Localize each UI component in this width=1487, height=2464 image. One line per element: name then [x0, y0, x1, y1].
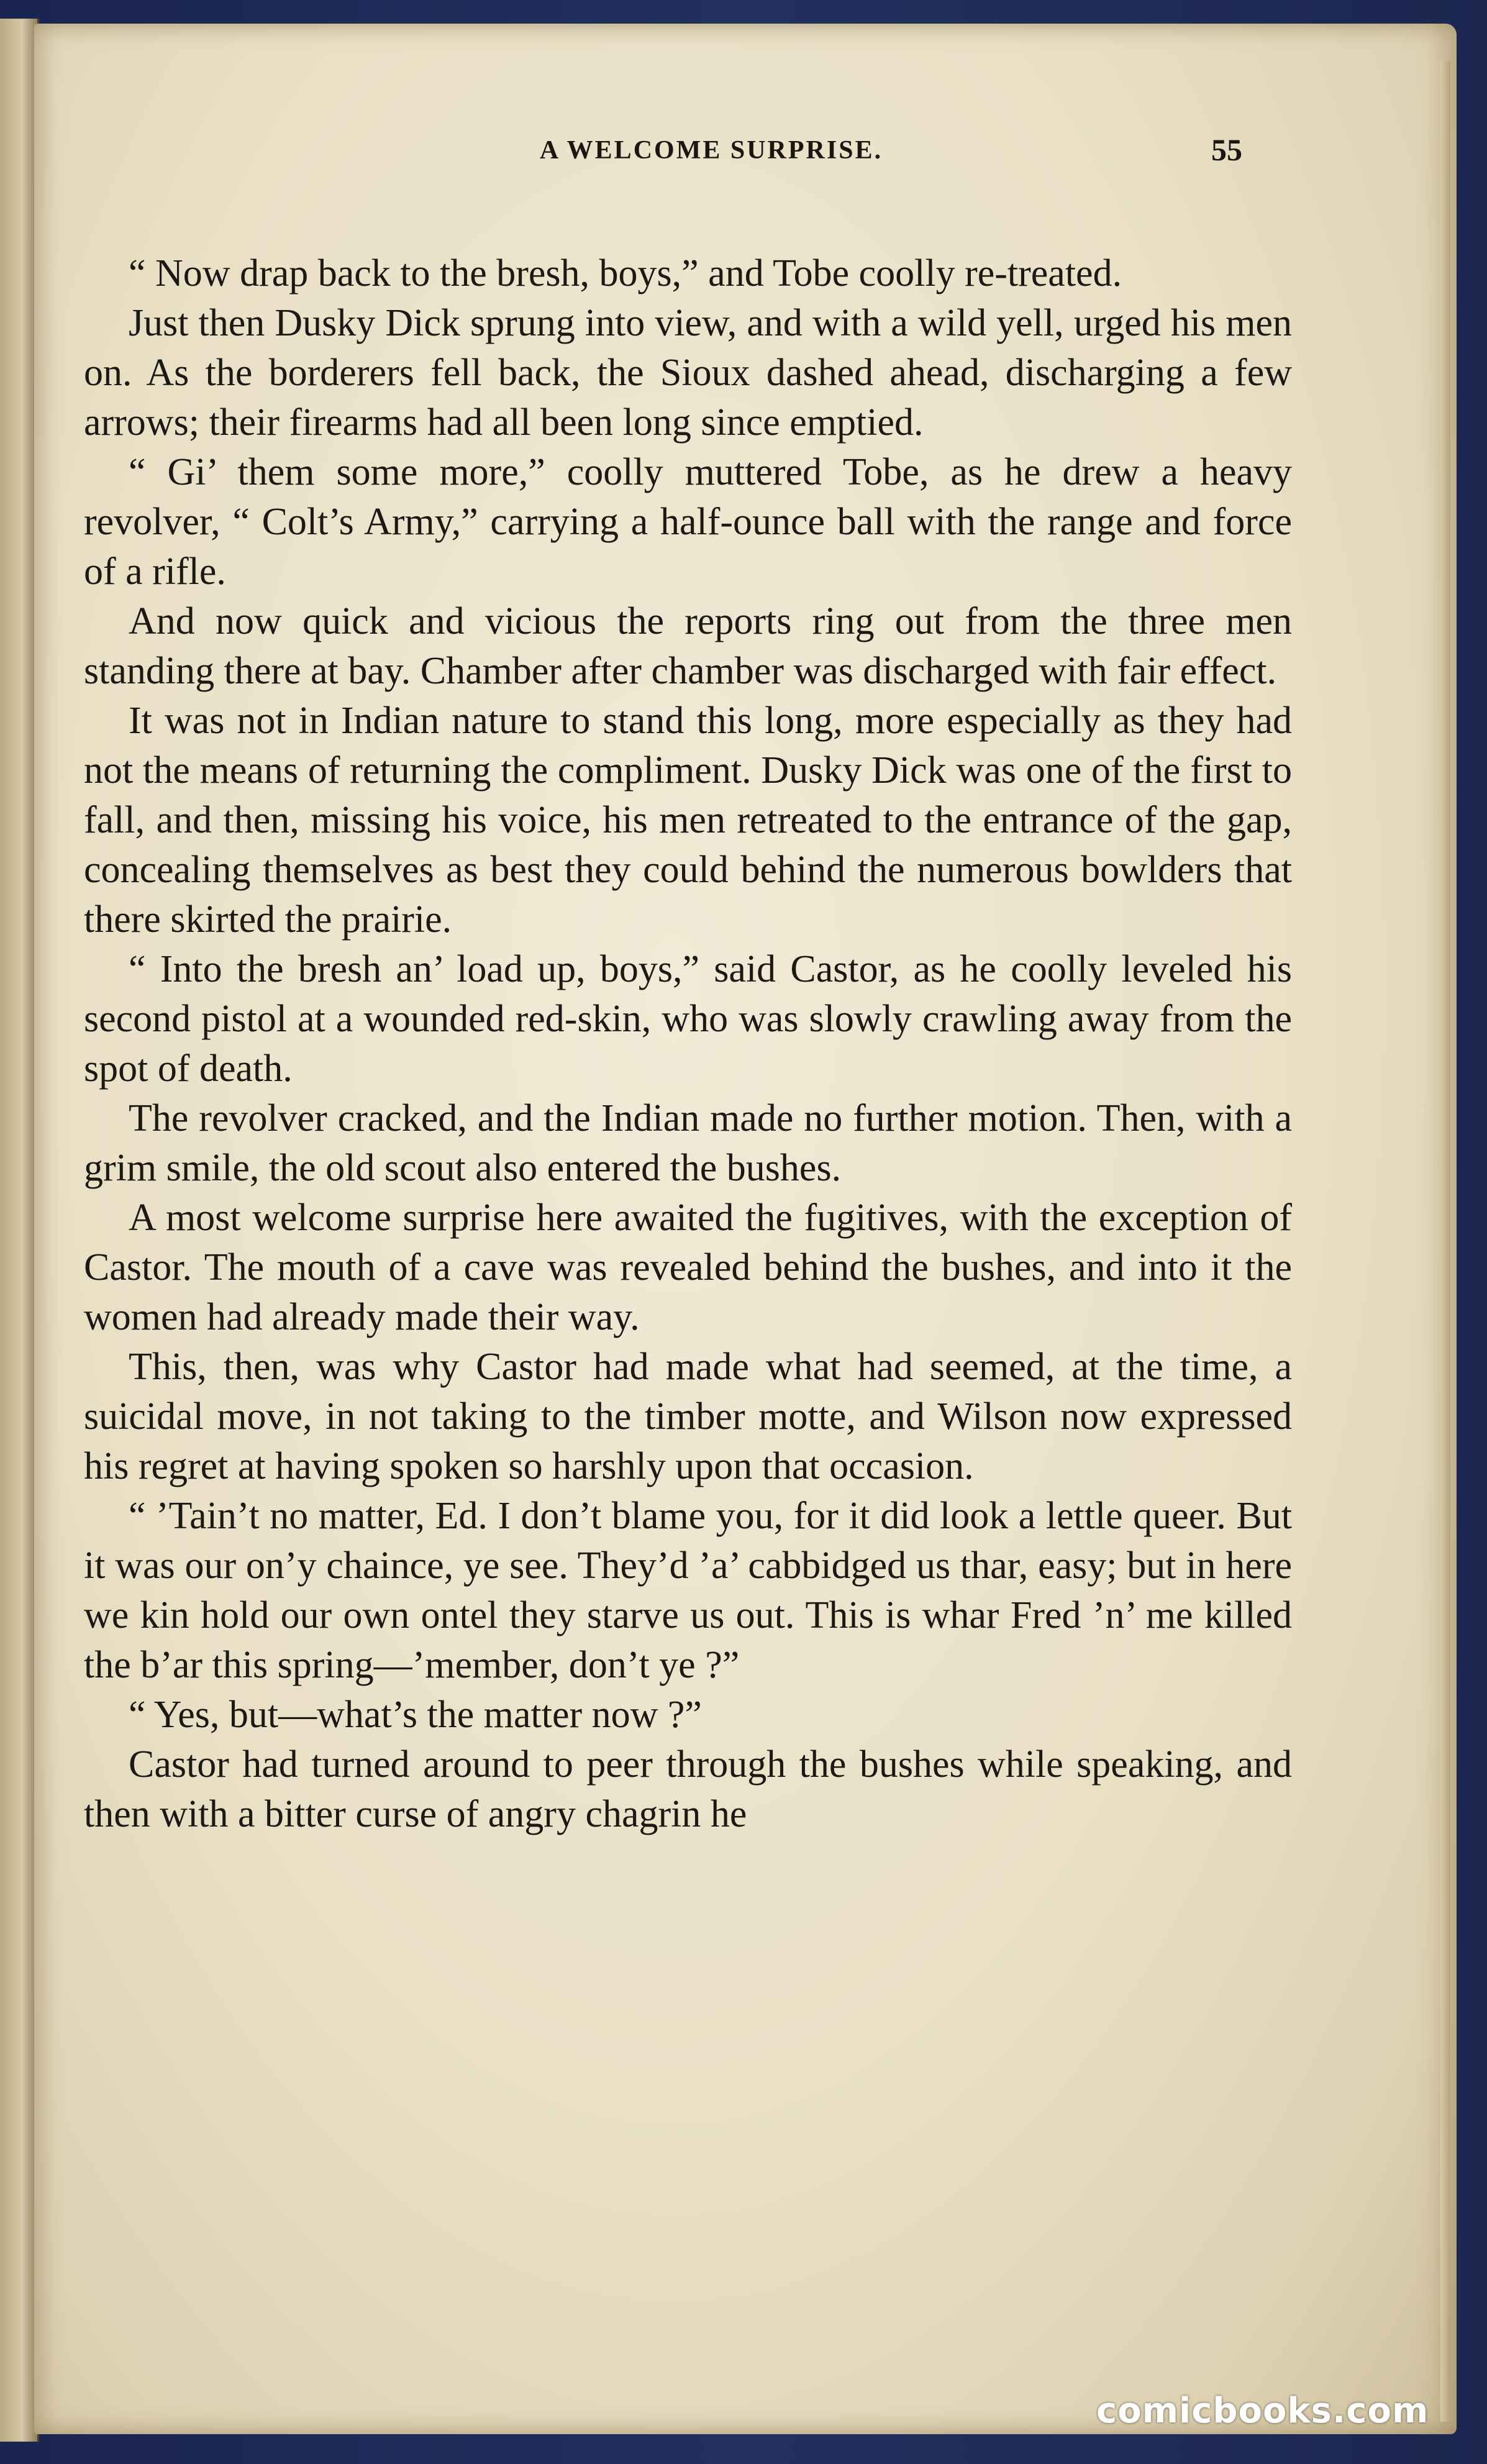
paragraph: And now quick and vicious the reports ring out from the three men standing there at bay. Chamber after chamber was discharged with fair effect. — [84, 600, 1292, 692]
paragraph: “ Gi’ them some more,” coolly muttered Tobe, as he drew a heavy revolver, “ Colt’s Army,” carrying a half-ounce ball with the range and force of a rifle. — [84, 451, 1292, 593]
paragraph: A most welcome surprise here awaited the fugitives, with the exception of Castor. The mouth of a cave was revealed behind the bushes, and into it the women had already made their way. — [84, 1197, 1292, 1338]
facing-page-edge — [0, 19, 39, 2442]
paragraph: This, then, was why Castor had made what had seemed, at the time, a suicidal move, in not taking to the timber motte, and Wilson now expressed his regret at having spoken so harshly upon that occasion. — [84, 1346, 1292, 1487]
paragraph: The revolver cracked, and the Indian made no further motion. Then, with a grim smile, the old scout also entered the bushes. — [84, 1097, 1292, 1189]
paragraph: Just then Dusky Dick sprung into view, and with a wild yell, urged his men on. As the borderers fell back, the Sioux dashed ahead, discharging a few arrows; their firearms had all been long since emptied. — [84, 302, 1292, 444]
running-head-title: A WELCOME SURPRISE. — [539, 136, 883, 165]
paragraph: “ Now drap back to the bresh, boys,” and Tobe coolly re-treated. — [129, 252, 1122, 294]
paragraph: Castor had turned around to peer through the bushes while speaking, and then with a bitter curse of angry chagrin he — [84, 1743, 1292, 1835]
paragraph: “ Yes, but—what’s the matter now ?” — [129, 1694, 702, 1736]
body-text — [84, 249, 1292, 1839]
paragraph: It was not in Indian nature to stand this long, more especially as they had not the means of returning the compliment. Dusky Dick was one of the first to fall, and then, missing his voice, his men retreated to the entrance of the gap, concealing themselves as best they could behind the numerous bowlders that there skirted the prairie. — [84, 700, 1292, 941]
paragraph: “ Into the bresh an’ load up, boys,” said Castor, as he coolly leveled his second pistol at a wounded red-skin, who was slowly crawling away from the spot of death. — [84, 948, 1292, 1090]
watermark: comicbooks.com — [1096, 2391, 1429, 2431]
page-fore-edge — [1440, 61, 1450, 2422]
page-number: 55 — [1211, 132, 1242, 167]
paragraph: “ ’Tain’t no matter, Ed. I don’t blame you, for it did look a lettle queer. But it was our on’y chaince, ye see. They’d ’a’ cabbidged us thar, easy; but in here we kin hold our own ontel they starve us out. This is whar Fred ’n’ me killed the b’ar this spring—’member, don’t ye ?” — [84, 1495, 1292, 1686]
